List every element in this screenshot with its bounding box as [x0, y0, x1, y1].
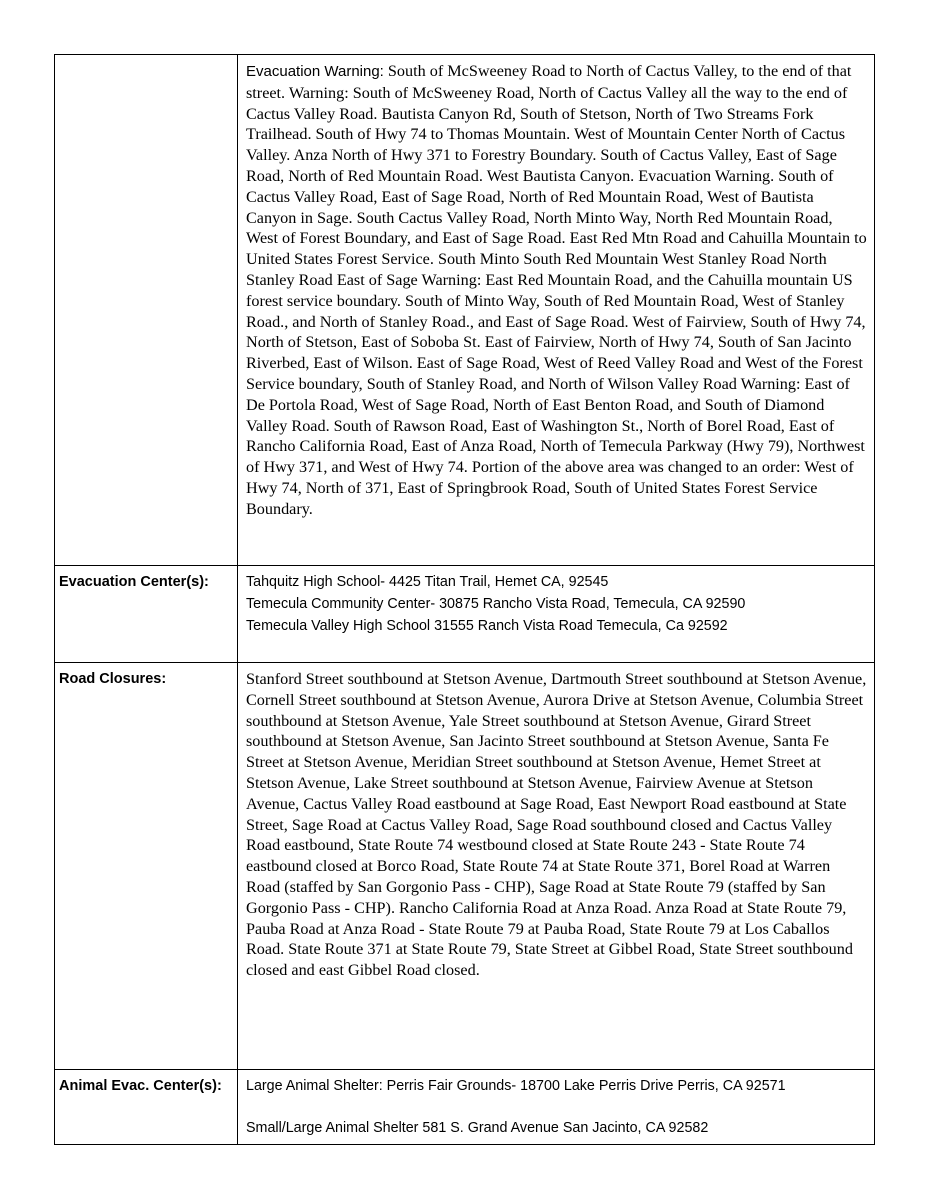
animal-center-item: Large Animal Shelter: Perris Fair Grounds- 18700 Lake Perris Drive Perris, CA 92571	[246, 1078, 786, 1094]
evacuation-center-item: Temecula Community Center- 30875 Rancho Vista Road, Temecula, CA 92590	[246, 596, 746, 612]
info-table	[54, 54, 875, 1145]
evacuation-warning-row	[55, 55, 875, 566]
animal-centers-list	[238, 1070, 874, 1139]
road-closures-cell	[238, 663, 875, 1070]
animal-centers-cell	[238, 1070, 875, 1145]
road-closures-text: Stanford Street southbound at Stetson Avenue, Dartmouth Street southbound at Stetson Avenue, Cornell Street southbound at Stetson Avenue, Aurora Drive at Stetson Avenue, Columbia Street southbound at Stetson Avenue, Yale Street southbound at Stetson Avenue, Girard Street southbound at Stetson Avenue, San Jacinto Street southbound at Stetson Avenue, Santa Fe Street at Stetson Avenue, Meridian Street southbound at Stetson Avenue, Hemet Street at Stetson Avenue, Lake Street southbound at Stetson Avenue, Fairview Avenue at Stetson Avenue, Cactus Valley Road eastbound at Sage Road, East Newport Road eastbound at State Street, Sage Road at Cactus Valley Road, Sage Road southbound closed and Cactus Valley Road eastbound, State Route 74 westbound closed at State Route 243 - State Route 74 eastbound closed at Borco Road, State Route 74 at State Route 371, Borel Road at Warren Road (staffed by San Gorgonio Pass - CHP), Sage Road at State Route 79 (staffed by San Gorgonio Pass - CHP). Rancho California Road at Anza Road. Anza Road at State Route 79, Pauba Road at Anza Road - State Route 79 at Pauba Road, State Route 79 at Los Caballos Road. State Route 371 at State Route 79, State Street at Gibbel Road, State Street southbound closed and east Gibbel Road closed.	[246, 670, 867, 980]
evacuation-center-item: Tahquitz High School- 4425 Titan Trail, Hemet CA, 92545	[246, 574, 609, 590]
animal-center-item: Small/Large Animal Shelter 581 S. Grand Avenue San Jacinto, CA 92582	[246, 1120, 709, 1136]
evacuation-warning-label-cell	[55, 55, 238, 566]
road-closures-label: Road Closures:	[59, 671, 167, 687]
evacuation-warning-cell	[238, 55, 875, 566]
evacuation-centers-label: Evacuation Center(s):	[59, 574, 209, 590]
evacuation-centers-cell	[238, 566, 875, 663]
animal-centers-row	[55, 1070, 875, 1145]
evacuation-center-item: Temecula Valley High School 31555 Ranch Vista Road Temecula, Ca 92592	[246, 618, 728, 634]
animal-centers-label-cell	[55, 1070, 238, 1145]
animal-centers-label: Animal Evac. Center(s):	[59, 1078, 222, 1094]
evacuation-warning-lead: Evacuation Warning:	[246, 63, 384, 80]
road-closures-label-cell	[55, 663, 238, 1070]
evacuation-centers-list	[238, 566, 874, 637]
evacuation-centers-label-cell	[55, 566, 238, 663]
evacuation-centers-row	[55, 566, 875, 663]
road-closures-row	[55, 663, 875, 1070]
evacuation-warning-text	[238, 55, 874, 520]
evacuation-warning-body: South of McSweeney Road to North of Cactus Valley, to the end of that street. Warning: South of McSweeney Road, North of Cactus Valley all the way to the end of Cactus Valley Road. Bautista Canyon Rd, South of Stetson, North of Two Streams Fork Trailhead. South of Hwy 74 to Thomas Mountain. West of Mountain Center North of Cactus Valley. Anza North of Hwy 371 to Forestry Boundary. South of Cactus Valley, East of Sage Road, North of Red Mountain Road. West Bautista Canyon. Evacuation Warning. South of Cactus Valley Road, East of Sage Road, North of Red Mountain Road, West of Bautista Canyon in Sage. South Cactus Valley Road, North Minto Way, North Red Mountain Road, West of Forest Boundary, and East of Sage Road. East Red Mtn Road and Cahuilla Mountain to United States Forest Service. South Minto South Red Mountain West Stanley Road North Stanley Road East of Sage Warning: East Red Mountain Road, and the Cahuilla mountain US forest service boundary. South of Minto Way, South of Red Mountain Road, West of Stanley Road., and North of Stanley Road., and East of Sage Road. West of Fairview, South of Hwy 74, North of Stetson, East of Soboba St. East of Fairview, North of Hwy 74, South of San Jacinto Riverbed, East of Wilson. East of Sage Road, West of Reed Valley Road and West of the Forest Service boundary, South of Stanley Road, and North of Wilson Valley Road Warning: East of De Portola Road, West of Sage Road, North of East Benton Road, and South of Diamond Valley Road. South of Rawson Road, East of Washington St., North of Borel Road, East of Rancho California Road, East of Anza Road, North of Temecula Parkway (Hwy 79), Northwest of Hwy 371, and West of Hwy 74. Portion of the above area was changed to an order: West of Hwy 74, North of 371, East of Springbrook Road, South of United States Forest Service Boundary.	[246, 62, 867, 518]
